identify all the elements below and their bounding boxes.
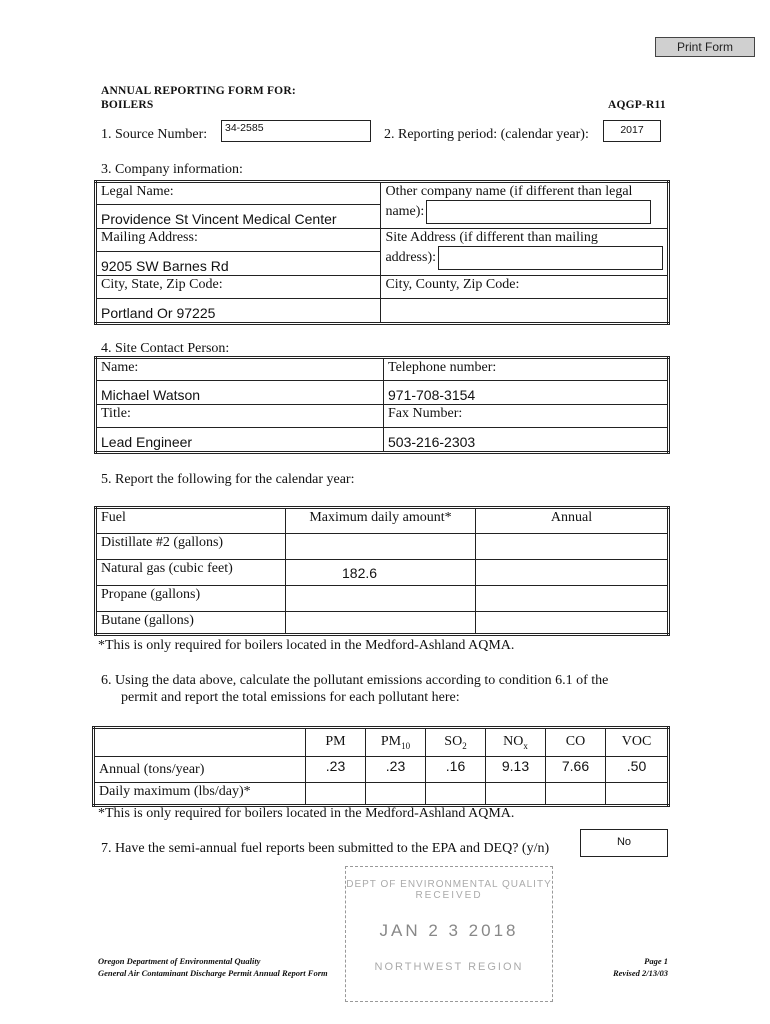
fax-field[interactable]: 503-216-2303 [384,428,669,453]
max-daily-header: Maximum daily amount* [286,508,476,534]
stamp-region: NORTHWEST REGION [374,961,524,973]
contact-name-field[interactable]: Michael Watson [96,381,384,405]
site-contact-label: 4. Site Contact Person: [101,341,230,356]
max-daily-field[interactable]: 182.6 [286,560,476,586]
daily-co-field[interactable] [546,783,606,806]
daily-pm10-field[interactable] [366,783,426,806]
fuel-reports-question: 7. Have the semi-annual fuel reports been submitted to the EPA and DEQ? (y/n) [101,841,550,856]
fuel-row [96,586,669,612]
mailing-address-field[interactable]: 9205 SW Barnes Rd [96,252,381,276]
daily-pm-field[interactable] [306,783,366,806]
daily-max-label: Daily maximum (lbs/day)* [94,783,306,806]
max-daily-field[interactable] [286,612,476,635]
site-contact-table [94,356,670,454]
contact-title-field[interactable]: Lead Engineer [96,428,384,453]
daily-so2-field[interactable] [426,783,486,806]
annual-so2-field[interactable]: .16 [426,757,486,783]
company-info-label: 3. Company information: [101,162,243,177]
annual-field[interactable] [476,560,669,586]
annual-voc-field[interactable]: .50 [606,757,669,783]
annual-nox-field[interactable]: 9.13 [486,757,546,783]
annual-pm10-field[interactable]: .23 [366,757,426,783]
pollutant-so2: $SO_2$ [426,728,486,757]
city-state-zip-field[interactable]: Portland Or 97225 [96,299,381,324]
fuel-name: Distillate #2 (gallons) [96,534,286,560]
reporting-period-field[interactable]: 2017 [603,120,661,142]
footer-form-name: General Air Contaminant Discharge Permit Annual Report Form [98,968,328,978]
pollutant-co: CO [546,728,606,757]
annual-tons-label: Annual (tons/year) [94,757,306,783]
source-number-field[interactable]: 34-2585 [221,120,371,142]
site-address-field[interactable] [438,246,663,270]
pollutant-pm10: $PM_{10}$ [366,728,426,757]
table-row [94,757,669,783]
stamp-date: JAN 2 3 2018 [379,921,519,940]
pollutant-pm: PM [306,728,366,757]
emissions-table [92,726,670,807]
max-daily-field[interactable] [286,586,476,612]
telephone-field[interactable]: 971-708-3154 [384,381,669,405]
telephone-label: Telephone number: [384,358,669,381]
footer-page: Page 1 [644,956,668,966]
city-state-zip-label: City, State, Zip Code: [96,276,381,299]
annual-co-field[interactable]: 7.66 [546,757,606,783]
received-stamp [345,866,553,1002]
contact-name-label: Name: [96,358,384,381]
legal-name-label: Legal Name: [96,182,381,205]
form-title-line1: ANNUAL REPORTING FORM FOR: [101,85,296,97]
emissions-label-line1: 6. Using the data above, calculate the pollutant emissions according to condition 6.1 of the [101,673,609,688]
pollutant-nox: $NO_x$ [486,728,546,757]
annual-field[interactable] [476,612,669,635]
daily-voc-field[interactable] [606,783,669,806]
fuel-report-label: 5. Report the following for the calendar year: [101,472,355,487]
annual-field[interactable] [476,534,669,560]
company-info-table [94,180,670,325]
print-form-button[interactable]: Print Form [655,37,755,57]
fuel-table [94,506,670,636]
city-county-zip-field[interactable] [381,299,669,324]
legal-name-field[interactable]: Providence St Vincent Medical Center [96,205,381,229]
mailing-address-label: Mailing Address: [96,229,381,252]
fuel-header: Fuel [96,508,286,534]
reporting-period-label: 2. Reporting period: (calendar year): [384,127,589,142]
site-address-cell: Site Address (if different than mailing address): [381,229,669,276]
fuel-row [96,560,669,586]
city-county-zip-label: City, County, Zip Code: [381,276,669,299]
other-name-cell: Other company name (if different than legal name): [381,182,669,229]
annual-pm-field[interactable]: .23 [306,757,366,783]
fuel-table-note: *This is only required for boilers located in the Medford-Ashland AQMA. [98,638,515,653]
daily-nox-field[interactable] [486,783,546,806]
table-row [94,783,669,806]
source-number-label: 1. Source Number: [101,127,208,142]
contact-title-label: Title: [96,405,384,428]
fax-label: Fax Number: [384,405,669,428]
annual-field[interactable] [476,586,669,612]
fuel-row [96,534,669,560]
form-title-line2: BOILERS [101,99,154,111]
fuel-name: Propane (gallons) [96,586,286,612]
stamp-agency: DEPT OF ENVIRONMENTAL QUALITY [346,879,552,890]
other-name-field[interactable] [426,200,651,224]
fuel-name: Natural gas (cubic feet) [96,560,286,586]
max-daily-field[interactable] [286,534,476,560]
emissions-label-line2: permit and report the total emissions for each pollutant here: [121,690,460,705]
emissions-header-blank [94,728,306,757]
stamp-received: RECEIVED [415,890,483,901]
footer-agency: Oregon Department of Environmental Quality [98,956,261,966]
pollutant-voc: VOC [606,728,669,757]
fuel-name: Butane (gallons) [96,612,286,635]
form-code: AQGP-R11 [608,99,666,111]
annual-header: Annual [476,508,669,534]
emissions-table-note: *This is only required for boilers located in the Medford-Ashland AQMA. [98,806,515,821]
footer-revised: Revised 2/13/03 [612,968,668,978]
fuel-reports-field[interactable]: No [580,829,668,857]
fuel-row [96,612,669,635]
